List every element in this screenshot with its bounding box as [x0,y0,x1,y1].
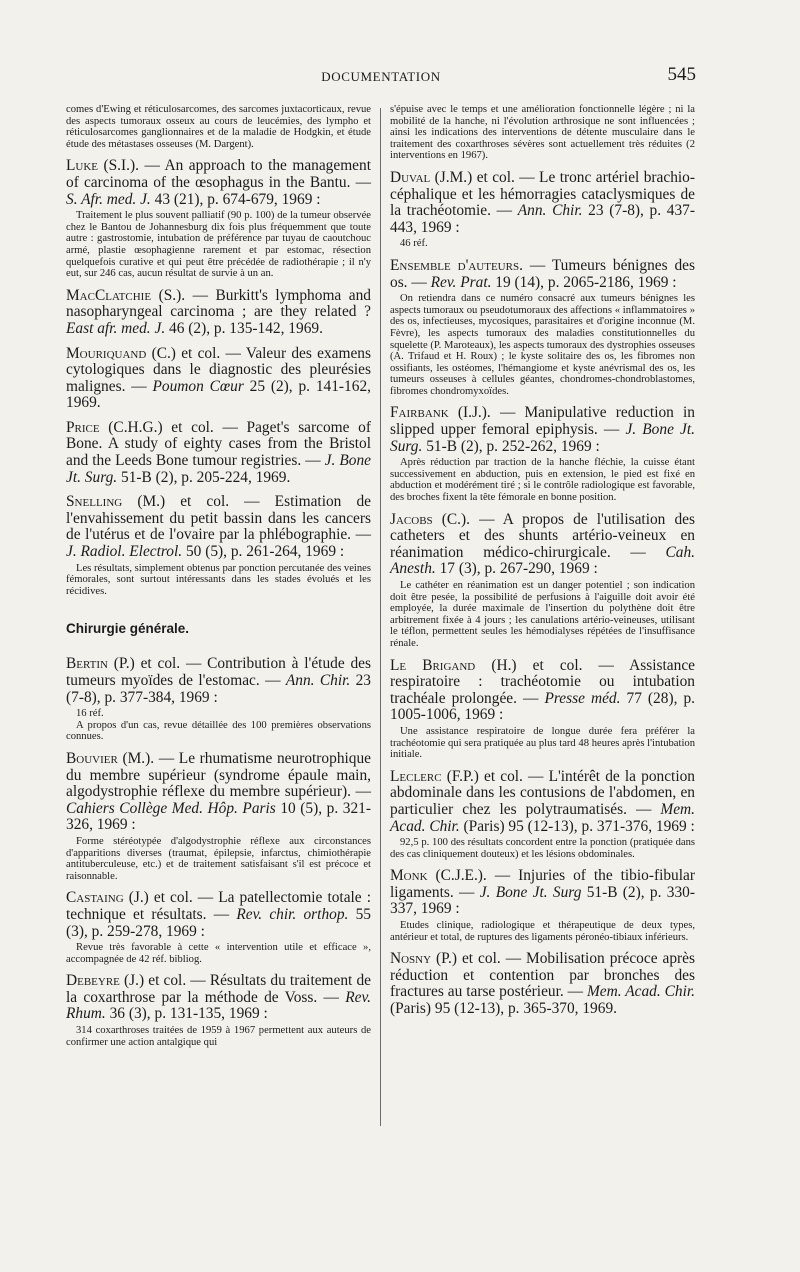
bibliography-entry [66,420,371,486]
citation [66,158,371,208]
abstract-note: 314 coxarthroses traitées de 1959 à 1967 permettent aux auteurs de confirmer une action antalgique qui [66,1025,371,1048]
journal-name: Rev. Rhum. [66,988,371,1023]
citation [390,951,695,1017]
bibliography-entry [66,158,371,279]
right-column [390,104,695,1026]
running-title: DOCUMENTATION [321,69,441,84]
citation [390,405,695,455]
bibliography-entry [390,951,695,1017]
bibliography-entry [390,658,695,761]
author-name: Jacobs (C.). [390,510,470,528]
author-name: Fairbank (I.J.). [390,404,491,422]
article-title: — Tumeurs bénignes des os. — [390,256,695,291]
article-title: — An approach to the management of carcinoma of the œsophagus in the Bantu. — [66,157,371,191]
bibliography-entry [390,868,695,943]
abstract-note: Une assistance respiratoire de longue durée fera préférer la trachéotomie qui sera pratiquée au plus tard 48 heures après l'intubation initiale. [390,725,695,761]
page-header [66,66,696,88]
abstract-note: A propos d'un cas, revue détaillée des 100 premières observations connues. [66,719,371,743]
article-title: — A propos de l'utilisation des catheters et des shunts artério-veineux en réanimation médico-chirurgicale. — [390,510,695,561]
entries-after-section [66,656,371,1048]
citation [390,512,695,578]
citation [66,494,371,560]
abstract-note: On retiendra dans ce numéro consacré aux tumeurs bénignes les aspects tumoraux ou pseudotumoraux des affections « inflammatoires » des os, infectieuses, mycosiques, parasitaires et d'origine inconnue (M. Fèvre), les aspects tumoraux des maladies constitutionnelles du squelette (P. Maroteaux), les aspects tumoraux des dystrophies osseuses (A. Trifaud et H. Roux) ; le kyste solitaire des os, les fibromes non ossifiants, les ostéomes, l'hémangiome et kyste anévrismal des os, les tumeurs osseuses à cellules géantes, chondromes-chondroblastomes, fibromes chondromyxoïdes. [390,293,695,397]
bibliography-entry [66,288,371,338]
continued-note: comes d'Ewing et réticulosarcomes, des sarcomes juxtacorticaux, revue des aspects tumoraux osseux au cours de leucémies, des lympho et réticulosarcomes ganglionnaires et de la maladie de Hodgkin, et étude étude des métastases osseuses (M. Dargent). [66,104,371,150]
citation [66,420,371,486]
bibliography-entry [390,769,695,861]
journal-name: Mem. Acad. Chir. [390,800,695,835]
reference-details: 25 (2), p. 141-162, 1969. [66,377,371,412]
bibliography-entry [66,656,371,743]
bibliography-entry [66,890,371,965]
citation [66,751,371,834]
journal-name: Ann. Chir. [517,202,583,220]
author-name: MacClatchie (S.). [66,286,186,304]
citation [66,288,371,338]
abstract-note: Traitement le plus souvent palliatif (90 p. 100) de la tumeur observée chez le Bantou de Johannesburg dix fois plus fréquemment que toute autre : gastrostomie, intubation de préférence par tuyau de caoutchouc armé, plastie œsophagienne rarement et par estomac, résection quelquefois curative et qui peut être précédée de radiothérapie ; il n'y eut, sur 246 cas, aucun résultat de survie à un an. [66,210,371,280]
author-name: Monk (C.J.E.). [390,867,487,885]
journal-name: Mem. Acad. Chir. [586,983,695,1001]
citation [66,656,371,706]
author-name: Snelling (M.) [66,493,166,511]
citation [390,769,695,835]
author-name: Nosny (P.) [390,950,457,968]
reference-details: 36 (3), p. 131-135, 1969 : [105,1005,268,1023]
bibliography-entry [390,170,695,250]
journal-name: Rev. chir. orthop. [236,905,349,923]
bibliography-entry [390,405,695,503]
reference-details: 51-B (2), p. 330-337, 1969 : [390,883,695,918]
bibliography-entry [66,494,371,597]
citation [66,346,371,412]
citation [66,890,371,940]
reference-details: 43 (21), p. 674-679, 1969 : [150,190,321,208]
reference-details: 51-B (2), p. 252-262, 1969 : [422,437,600,455]
reference-details: 10 (5), p. 321-326, 1969 : [66,799,371,834]
journal-name: J. Bone Jt. Surg. [390,421,695,455]
journal-name: J. Radiol. Electrol. [66,543,183,561]
bibliography-entry [390,258,695,398]
reference-details: 50 (5), p. 261-264, 1969 : [182,543,345,561]
author-name: Mouriquand (C.) [66,344,176,362]
article-title: et col. — L'intérêt de la ponction abdominale dans les contusions de l'abdomen, en particulier chez les polytraumatisés. — [390,767,695,818]
article-title: — Burkitt's lymphoma and nasopharyngeal carcinoma ; are they related ? [66,286,371,321]
author-name: Ensemble d'auteurs. [390,256,523,274]
journal-name: Poumon Cœur [152,377,244,395]
article-title: — Manipulative reduction in slipped upper femoral epiphysis. — [390,404,696,439]
article-title: et col. — Valeur des examens cytologiques dans le diagnostic des pleurésies malignes. — [66,344,371,395]
reference-details: 23 (7-8), p. 377-384, 1969 : [66,672,371,706]
reference-details: 55 (3), p. 259-278, 1969 : [66,905,371,940]
article-title: et col. — Paget's sarcome of Bone. A study of eighty cases from the Bristol and the Leeds Bone tumour registries. — [66,418,371,470]
author-name: Luke (S.I.). [66,157,139,175]
journal-name: Cah. Anesth. [390,543,695,578]
article-title: et col. — Le tronc artériel brachio-céphalique et les hémorragies cataclysmiques de la trachéotomie. — [390,168,695,220]
journal-name: Ann. Chir. [285,672,351,689]
abstract-note: Le cathéter en réanimation est un danger potentiel ; son indication doit être pesée, la possibilité de perfusions à l'aiguille doit avoir été employée, la durée maximale de l'insertion du polythène doit être arbitrement fixée à 4 jours ; les canulations artério-veineuses, utilisant le téflon, permettent seules les hémodialyses répétées de l'insuffisance rénale. [390,580,695,649]
citation [390,868,695,918]
journal-name: Rev. Prat. [430,273,492,291]
abstract-note: 46 réf. [400,238,428,250]
citation [390,658,695,724]
column-divider [380,108,381,1126]
author-name: Bouvier (M.). [66,749,155,767]
author-name: Leclerc (F.P.) [390,767,479,785]
reference-details: 46 (2), p. 135-142, 1969. [165,319,323,337]
article-title: et col. — Mobilisation précoce après réduction et contention par bronches des fractures au tarse postérieur. — [390,950,695,1001]
abstract-note: Etudes clinique, radiologique et thérapeutique de deux types, antérieur et total, de ruptures des ligaments péronéo-tibiaux inférieurs. [390,920,695,943]
reference-details: 19 (14), p. 2065-2186, 1969 : [491,273,677,291]
bibliography-entry [66,346,371,412]
reference-details: (Paris) 95 (12-13), p. 365-370, 1969. [390,1000,617,1018]
left-column [66,104,371,1056]
journal-name: Cahiers Collège Med. Hôp. Paris [66,799,276,817]
bibliography-entry [66,973,371,1048]
author-name: Le Brigand (H.) [390,656,517,674]
bibliography-entry [66,751,371,882]
abstract-note: Les résultats, simplement obtenus par ponction percutanée des veines fémorales, sont surtout intéressants dans les stades évolués et les récidives. [66,562,371,597]
article-title: et col. — La patellectomie totale : technique et résultats. — [66,889,371,923]
article-title: et col. — Assistance respiratoire : trachéotomie ou intubation trachéale prolongée. — [390,656,695,707]
journal-name: J. Bone Jt. Surg. [66,452,371,486]
author-name: Castaing (J.) [66,889,149,907]
right-entries [390,170,695,1018]
author-name: Price (C.H.G.) [66,418,163,436]
author-name: Debeyre (J.) [66,972,145,990]
abstract-note: Revue très favorable à cette « intervention utile et efficace », accompagnée de 42 réf. bibliog. [66,942,371,965]
section-heading: Chirurgie générale. [66,621,190,637]
journal-name: J. Bone Jt. Surg [479,883,582,901]
author-name: Bertin (P.) [66,655,135,673]
journal-name: S. Afr. med. J. [66,190,151,208]
article-title: et col. — Estimation de l'envahissement du petit bassin dans les cancers de l'utérus et de l'ovaire par la phlébographie. — [66,493,371,544]
article-title: et col. — Contribution à l'étude des tumeurs myoïdes de l'estomac. — [66,655,371,689]
article-title: et col. — Résultats du traitement de la coxarthrose par la méthode de Voss. — [66,972,371,1006]
citation [66,973,371,1023]
reference-details: 77 (28), p. 1005-1006, 1969 : [390,689,696,724]
abstract-note: Après réduction par traction de la hanche fléchie, la cuisse étant successivement en abduction, puis en extension, le pied est fixé en abduction et modérément tiré ; si le contrôle radiologique est favorable, des broches fixent la tête fémorale en bonne position. [390,457,695,504]
bibliography-entry [390,512,695,650]
journal-name: East afr. med. J. [66,319,166,337]
abstract-note: Forme stéréotypée d'algodystrophie réflexe aux circonstances d'apparitions diverses (traumat, épilepsie, infarctus, chimiothérapie antituberculeuse, etc.) et de traitement satisfaisant s'il est précoce et raisonnable. [66,835,371,882]
article-title: — Injuries of the tibio-fibular ligaments. — [390,867,695,901]
journal-name: Presse méd. [544,689,621,707]
page-number: 545 [667,64,696,85]
citation [390,258,695,291]
article-title: — Le rhumatisme neurotrophique du membre supérieur (syndrome épaule main, algodystrophie réflexe du membre supérieur). — [66,749,372,801]
author-name: Duval (J.M.) [390,168,473,186]
reference-details: 17 (3), p. 267-290, 1969 : [435,560,598,578]
entries-before-section [66,158,371,597]
continued-note: s'épuise avec le temps et une amélioration fonctionnelle légère ; ni la mobilité de la hanche, ni l'évolution arthrosique ne sont influencées ; ainsi les indications des interventions de détente musculaire dans le traitement des coxarthroses sévères sont actuellement très réduites (2 interventions en 1967). [390,104,695,162]
reference-details: (Paris) 95 (12-13), p. 371-376, 1969 : [459,817,695,835]
abstract-note: 92,5 p. 100 des résultats concordent entre la ponction (pratiquée dans des cas cliniquement douteux) et les lésions obdominales. [390,837,695,860]
reference-details: 23 (7-8), p. 437-443, 1969 : [390,202,695,236]
citation [390,170,695,236]
abstract-note: 16 réf. [76,708,104,720]
reference-details: 51-B (2), p. 205-224, 1969. [117,468,291,486]
